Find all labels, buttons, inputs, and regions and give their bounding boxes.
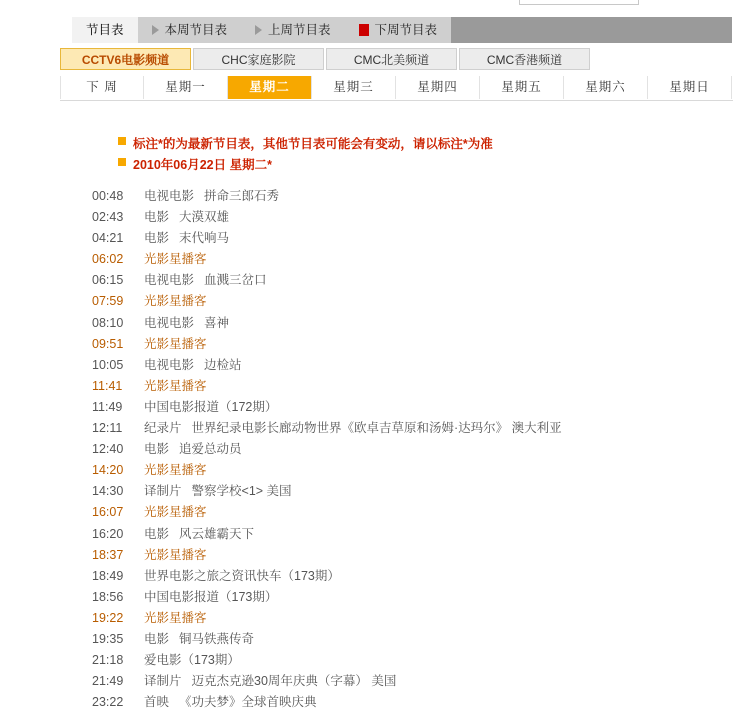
red-square-icon — [359, 24, 369, 36]
tab-next-week[interactable] — [345, 17, 452, 43]
schedule-program-type: 电视电影 — [144, 315, 195, 330]
schedule-row — [92, 566, 712, 587]
arrow-right-icon — [152, 25, 159, 35]
schedule-program — [144, 355, 242, 376]
schedule-program-title: 光影星播客 — [144, 610, 207, 625]
schedule-program-title: 喜神 — [204, 315, 230, 330]
notice-date-text: 2010年06月22日 星期二* — [133, 158, 272, 172]
schedule-time: 14:20 — [92, 463, 124, 478]
schedule-program-title: 光影星播客 — [144, 252, 207, 267]
schedule-row — [92, 334, 712, 355]
top-partial-box — [519, 0, 639, 5]
schedule-program — [144, 650, 240, 671]
notice-disclaimer — [118, 134, 493, 152]
schedule-program-title: 世界纪录电影长廊动物世界《欧卓吉草原和汤姆·达玛尔》 澳大利亚 — [191, 421, 562, 436]
schedule-time: 23:22 — [92, 695, 124, 710]
schedule-program-type: 电影 — [144, 210, 170, 225]
schedule-time: 14:30 — [92, 484, 124, 499]
schedule-program-type: 译制片 — [144, 674, 182, 689]
tab-last-week[interactable] — [241, 17, 345, 43]
bullet-icon — [118, 158, 126, 166]
schedule-row — [92, 692, 712, 713]
weekday-row — [60, 76, 733, 101]
schedule-time: 21:18 — [92, 653, 124, 668]
schedule-program-title: 光影星播客 — [144, 463, 207, 478]
schedule-program — [144, 228, 229, 249]
schedule-row — [92, 629, 712, 650]
schedule-row — [92, 186, 712, 207]
schedule-time: 08:10 — [92, 315, 124, 330]
schedule-time: 12:11 — [92, 421, 123, 436]
schedule-row — [92, 249, 712, 270]
schedule-program — [144, 186, 279, 207]
schedule-program-title: 警察学校<1> 美国 — [191, 484, 292, 499]
channel-tab-cmc-hk[interactable]: CMC香港频道 — [459, 48, 590, 70]
schedule-program — [144, 418, 562, 439]
schedule-program-type: 电视电影 — [144, 189, 195, 203]
schedule-time: 16:20 — [92, 526, 124, 541]
tab-this-week-label: 本周节目表 — [164, 23, 228, 37]
schedule-row — [92, 524, 712, 545]
schedule-program-type: 电影 — [144, 231, 170, 246]
channel-tab-row — [60, 48, 732, 70]
schedule-list — [92, 186, 712, 713]
schedule-program-type: 译制片 — [144, 484, 182, 499]
weekday-next-week[interactable]: 下 周 — [60, 76, 144, 99]
schedule-program — [144, 439, 242, 460]
schedule-program-title: 大漠双雄 — [179, 210, 230, 225]
schedule-time: 04:21 — [92, 231, 124, 246]
schedule-program-title: 光影星播客 — [144, 294, 207, 309]
schedule-time: 10:05 — [92, 357, 124, 372]
schedule-row — [92, 439, 712, 460]
schedule-program-title: 铜马铁燕传奇 — [179, 631, 255, 646]
schedule-row — [92, 608, 712, 629]
schedule-time: 02:43 — [92, 210, 124, 225]
schedule-program-title: 末代响马 — [179, 231, 230, 246]
schedule-program — [144, 460, 207, 481]
schedule-time: 18:56 — [92, 589, 124, 604]
schedule-program — [144, 692, 317, 713]
schedule-row — [92, 207, 712, 228]
schedule-time: 09:51 — [92, 336, 124, 351]
schedule-program-title: 边检站 — [204, 357, 242, 372]
schedule-row — [92, 671, 712, 692]
schedule-time: 06:02 — [92, 252, 124, 267]
schedule-program-title: 拼命三郎石秀 — [204, 189, 280, 203]
tab-next-week-label: 下周节目表 — [374, 23, 438, 37]
schedule-row — [92, 481, 712, 502]
schedule-program-title: 《功夫梦》全球首映庆典 — [179, 695, 317, 710]
weekday-saturday[interactable]: 星期六 — [564, 76, 648, 99]
notice-date — [118, 155, 272, 173]
weekday-thursday[interactable]: 星期四 — [396, 76, 480, 99]
schedule-program-title: 中国电影报道（172期） — [144, 399, 278, 414]
arrow-right-icon — [255, 25, 262, 35]
schedule-row — [92, 270, 712, 291]
schedule-program — [144, 249, 207, 270]
schedule-program-title: 光影星播客 — [144, 505, 207, 520]
schedule-row — [92, 502, 712, 523]
schedule-program — [144, 524, 254, 545]
channel-tab-cmc-na[interactable]: CMC北美频道 — [326, 48, 457, 70]
tab-bar-filler — [451, 17, 732, 43]
weekday-tuesday[interactable]: 星期二 — [228, 76, 312, 99]
schedule-program-type: 电视电影 — [144, 273, 195, 288]
schedule-time: 19:22 — [92, 610, 124, 625]
schedule-time: 18:37 — [92, 547, 124, 562]
schedule-row — [92, 397, 712, 418]
schedule-row — [92, 460, 712, 481]
schedule-time: 11:41 — [92, 378, 123, 393]
schedule-program-type: 纪录片 — [144, 421, 182, 436]
schedule-program — [144, 334, 207, 355]
schedule-program-title: 爱电影（173期） — [144, 653, 240, 668]
schedule-time: 11:49 — [92, 399, 123, 414]
schedule-time: 00:48 — [92, 189, 124, 203]
schedule-time: 19:35 — [92, 631, 124, 646]
schedule-program — [144, 481, 292, 502]
schedule-row — [92, 650, 712, 671]
notice-disclaimer-text: 标注*的为最新节目表，其他节目表可能会有变动，请以标注*为准 — [133, 137, 493, 151]
tab-schedule[interactable] — [72, 17, 138, 43]
schedule-time: 12:40 — [92, 442, 124, 457]
schedule-program-type: 首映 — [144, 695, 170, 710]
schedule-time: 21:49 — [92, 674, 124, 689]
schedule-program — [144, 545, 207, 566]
main-tab-bar — [72, 17, 732, 43]
schedule-program — [144, 207, 229, 228]
schedule-program — [144, 397, 277, 418]
schedule-row — [92, 545, 712, 566]
schedule-row — [92, 376, 712, 397]
schedule-program — [144, 587, 277, 608]
schedule-program — [144, 502, 207, 523]
channel-tab-cctv6[interactable]: CCTV6电影频道 — [60, 48, 191, 70]
schedule-program-type: 电影 — [144, 631, 170, 646]
schedule-program-type: 电影 — [144, 526, 170, 541]
tab-schedule-label: 节目表 — [86, 23, 124, 37]
bullet-icon — [118, 137, 126, 145]
schedule-program — [144, 608, 207, 629]
tab-this-week[interactable] — [138, 17, 242, 43]
schedule-row — [92, 587, 712, 608]
weekday-sunday[interactable]: 星期日 — [648, 76, 732, 99]
schedule-time: 06:15 — [92, 273, 124, 288]
tab-last-week-label: 上周节目表 — [268, 23, 331, 37]
weekday-wednesday[interactable]: 星期三 — [312, 76, 396, 99]
schedule-row — [92, 355, 712, 376]
weekday-friday[interactable]: 星期五 — [480, 76, 564, 99]
schedule-row — [92, 418, 712, 439]
schedule-row — [92, 228, 712, 249]
schedule-program-title: 风云雄霸天下 — [179, 526, 255, 541]
schedule-program — [144, 291, 207, 312]
schedule-program — [144, 313, 229, 334]
schedule-program-title: 中国电影报道（173期） — [144, 589, 278, 604]
schedule-program-type: 电影 — [144, 442, 170, 457]
schedule-program — [144, 270, 267, 291]
schedule-program-title: 世界电影之旅之资讯快车（173期） — [144, 568, 340, 583]
schedule-program-type: 电视电影 — [144, 357, 195, 372]
channel-tab-chc[interactable]: CHC家庭影院 — [193, 48, 324, 70]
schedule-program-title: 迈克杰克逊30周年庆典（字幕） 美国 — [191, 674, 397, 689]
schedule-program-title: 光影星播客 — [144, 547, 207, 562]
schedule-program — [144, 566, 340, 587]
schedule-program-title: 追爱总动员 — [179, 442, 242, 457]
schedule-program — [144, 376, 207, 397]
schedule-row — [92, 291, 712, 312]
schedule-row — [92, 313, 712, 334]
schedule-time: 16:07 — [92, 505, 124, 520]
schedule-program-title: 血溅三岔口 — [204, 273, 267, 288]
schedule-program-title: 光影星播客 — [144, 378, 207, 393]
schedule-program — [144, 629, 254, 650]
schedule-program — [144, 671, 396, 692]
schedule-program-title: 光影星播客 — [144, 336, 207, 351]
schedule-time: 07:59 — [92, 294, 124, 309]
weekday-monday[interactable]: 星期一 — [144, 76, 228, 99]
schedule-time: 18:49 — [92, 568, 124, 583]
